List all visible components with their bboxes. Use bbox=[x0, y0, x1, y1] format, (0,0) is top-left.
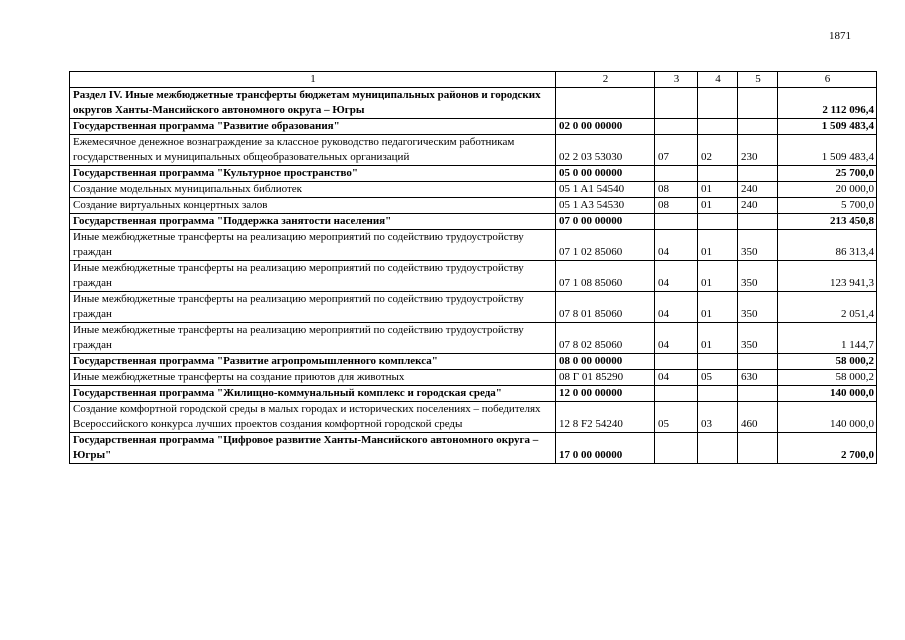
row-type-cell bbox=[738, 166, 778, 182]
row-subsection-cell: 01 bbox=[698, 323, 738, 354]
page-number: 1871 bbox=[829, 30, 851, 42]
row-subsection-cell bbox=[698, 433, 738, 464]
row-amount-cell: 86 313,4 bbox=[778, 230, 877, 261]
row-type-cell: 630 bbox=[738, 370, 778, 386]
row-subsection-cell: 01 bbox=[698, 198, 738, 214]
table-row bbox=[70, 386, 877, 402]
row-name-cell: Государственная программа "Поддержка занятости населения" bbox=[70, 214, 556, 230]
row-amount-cell: 20 000,0 bbox=[778, 182, 877, 198]
table-row bbox=[70, 292, 877, 323]
table-row bbox=[70, 119, 877, 135]
row-type-cell: 350 bbox=[738, 261, 778, 292]
row-name-cell: Государственная программа "Жилищно-коммунальный комплекс и городская среда" bbox=[70, 386, 556, 402]
header-row bbox=[70, 72, 877, 88]
table-row bbox=[70, 135, 877, 166]
row-section-cell: 04 bbox=[655, 370, 698, 386]
table-row bbox=[70, 402, 877, 433]
row-code-cell: 07 0 00 00000 bbox=[556, 214, 655, 230]
row-type-cell bbox=[738, 88, 778, 119]
row-name-cell: Иные межбюджетные трансферты на реализацию мероприятий по содействию трудоустройству граждан bbox=[70, 323, 556, 354]
row-code-cell: 02 0 00 00000 bbox=[556, 119, 655, 135]
row-section-cell bbox=[655, 433, 698, 464]
row-subsection-cell bbox=[698, 354, 738, 370]
table-row bbox=[70, 230, 877, 261]
row-section-cell bbox=[655, 214, 698, 230]
row-subsection-cell: 05 bbox=[698, 370, 738, 386]
row-code-cell: 08 Г 01 85290 bbox=[556, 370, 655, 386]
row-name-cell: Государственная программа "Цифровое развитие Ханты-Мансийского автономного округа – Югры" bbox=[70, 433, 556, 464]
row-type-cell bbox=[738, 386, 778, 402]
row-name-cell: Иные межбюджетные трансферты на реализацию мероприятий по содействию трудоустройству граждан bbox=[70, 292, 556, 323]
row-subsection-cell bbox=[698, 166, 738, 182]
table-row bbox=[70, 433, 877, 464]
header-cell: 1 bbox=[70, 72, 556, 88]
row-code-cell: 02 2 03 53030 bbox=[556, 135, 655, 166]
row-subsection-cell: 01 bbox=[698, 230, 738, 261]
table-row bbox=[70, 370, 877, 386]
row-amount-cell: 2 051,4 bbox=[778, 292, 877, 323]
row-amount-cell: 213 450,8 bbox=[778, 214, 877, 230]
row-section-cell: 08 bbox=[655, 198, 698, 214]
row-subsection-cell bbox=[698, 214, 738, 230]
row-subsection-cell: 01 bbox=[698, 261, 738, 292]
row-type-cell: 240 bbox=[738, 198, 778, 214]
table-row bbox=[70, 182, 877, 198]
row-section-cell bbox=[655, 119, 698, 135]
row-name-cell: Иные межбюджетные трансферты на создание приютов для животных bbox=[70, 370, 556, 386]
table-row bbox=[70, 88, 877, 119]
row-code-cell: 17 0 00 00000 bbox=[556, 433, 655, 464]
row-amount-cell: 58 000,2 bbox=[778, 370, 877, 386]
row-subsection-cell: 01 bbox=[698, 292, 738, 323]
row-name-cell: Иные межбюджетные трансферты на реализацию мероприятий по содействию трудоустройству граждан bbox=[70, 261, 556, 292]
row-code-cell: 12 8 F2 54240 bbox=[556, 402, 655, 433]
row-section-cell: 04 bbox=[655, 323, 698, 354]
row-code-cell: 08 0 00 00000 bbox=[556, 354, 655, 370]
row-amount-cell: 1 509 483,4 bbox=[778, 135, 877, 166]
row-amount-cell: 1 144,7 bbox=[778, 323, 877, 354]
header-cell: 6 bbox=[778, 72, 877, 88]
row-section-cell bbox=[655, 166, 698, 182]
row-amount-cell: 5 700,0 bbox=[778, 198, 877, 214]
header-cell: 2 bbox=[556, 72, 655, 88]
row-name-cell: Иные межбюджетные трансферты на реализацию мероприятий по содействию трудоустройству граждан bbox=[70, 230, 556, 261]
row-section-cell: 04 bbox=[655, 230, 698, 261]
row-amount-cell: 140 000,0 bbox=[778, 386, 877, 402]
row-section-cell: 04 bbox=[655, 292, 698, 323]
row-name-cell: Государственная программа "Развитие агропромышленного комплекса" bbox=[70, 354, 556, 370]
header-cell: 4 bbox=[698, 72, 738, 88]
row-type-cell: 350 bbox=[738, 323, 778, 354]
row-type-cell: 350 bbox=[738, 230, 778, 261]
table-row bbox=[70, 166, 877, 182]
row-amount-cell: 25 700,0 bbox=[778, 166, 877, 182]
row-subsection-cell bbox=[698, 386, 738, 402]
row-code-cell: 07 8 02 85060 bbox=[556, 323, 655, 354]
row-amount-cell: 58 000,2 bbox=[778, 354, 877, 370]
row-name-cell: Государственная программа "Культурное пространство" bbox=[70, 166, 556, 182]
row-name-cell: Создание комфортной городской среды в малых городах и исторических поселениях – победителях Всероссийского конкурса лучших проектов создания комфортной городской среды bbox=[70, 402, 556, 433]
row-section-cell bbox=[655, 386, 698, 402]
row-name-cell: Раздел IV. Иные межбюджетные трансферты бюджетам муниципальных районов и городских округов Ханты-Мансийского автономного округа – Югры bbox=[70, 88, 556, 119]
row-section-cell bbox=[655, 354, 698, 370]
table-row bbox=[70, 354, 877, 370]
row-name-cell: Государственная программа "Развитие образования" bbox=[70, 119, 556, 135]
row-amount-cell: 2 112 096,4 bbox=[778, 88, 877, 119]
row-subsection-cell: 01 bbox=[698, 182, 738, 198]
header-cell: 3 bbox=[655, 72, 698, 88]
row-section-cell: 07 bbox=[655, 135, 698, 166]
row-section-cell: 04 bbox=[655, 261, 698, 292]
row-type-cell bbox=[738, 354, 778, 370]
row-code-cell: 05 1 A3 54530 bbox=[556, 198, 655, 214]
row-code-cell bbox=[556, 88, 655, 119]
row-name-cell: Создание модельных муниципальных библиотек bbox=[70, 182, 556, 198]
row-amount-cell: 2 700,0 bbox=[778, 433, 877, 464]
row-type-cell: 240 bbox=[738, 182, 778, 198]
table-row bbox=[70, 261, 877, 292]
row-code-cell: 05 0 00 00000 bbox=[556, 166, 655, 182]
budget-table bbox=[69, 71, 877, 464]
row-type-cell: 460 bbox=[738, 402, 778, 433]
row-amount-cell: 1 509 483,4 bbox=[778, 119, 877, 135]
row-amount-cell: 140 000,0 bbox=[778, 402, 877, 433]
row-type-cell: 350 bbox=[738, 292, 778, 323]
row-section-cell bbox=[655, 88, 698, 119]
row-code-cell: 12 0 00 00000 bbox=[556, 386, 655, 402]
row-code-cell: 05 1 A1 54540 bbox=[556, 182, 655, 198]
row-type-cell bbox=[738, 433, 778, 464]
table-row bbox=[70, 214, 877, 230]
table-row bbox=[70, 198, 877, 214]
row-name-cell: Создание виртуальных концертных залов bbox=[70, 198, 556, 214]
row-section-cell: 08 bbox=[655, 182, 698, 198]
row-code-cell: 07 1 02 85060 bbox=[556, 230, 655, 261]
row-type-cell bbox=[738, 214, 778, 230]
row-subsection-cell: 02 bbox=[698, 135, 738, 166]
row-section-cell: 05 bbox=[655, 402, 698, 433]
header-cell: 5 bbox=[738, 72, 778, 88]
row-subsection-cell: 03 bbox=[698, 402, 738, 433]
table-row bbox=[70, 323, 877, 354]
row-amount-cell: 123 941,3 bbox=[778, 261, 877, 292]
row-type-cell bbox=[738, 119, 778, 135]
row-subsection-cell bbox=[698, 119, 738, 135]
row-name-cell: Ежемесячное денежное вознаграждение за классное руководство педагогическим работникам государственных и муниципальных общеобразовательных организаций bbox=[70, 135, 556, 166]
row-type-cell: 230 bbox=[738, 135, 778, 166]
row-code-cell: 07 8 01 85060 bbox=[556, 292, 655, 323]
row-code-cell: 07 1 08 85060 bbox=[556, 261, 655, 292]
row-subsection-cell bbox=[698, 88, 738, 119]
